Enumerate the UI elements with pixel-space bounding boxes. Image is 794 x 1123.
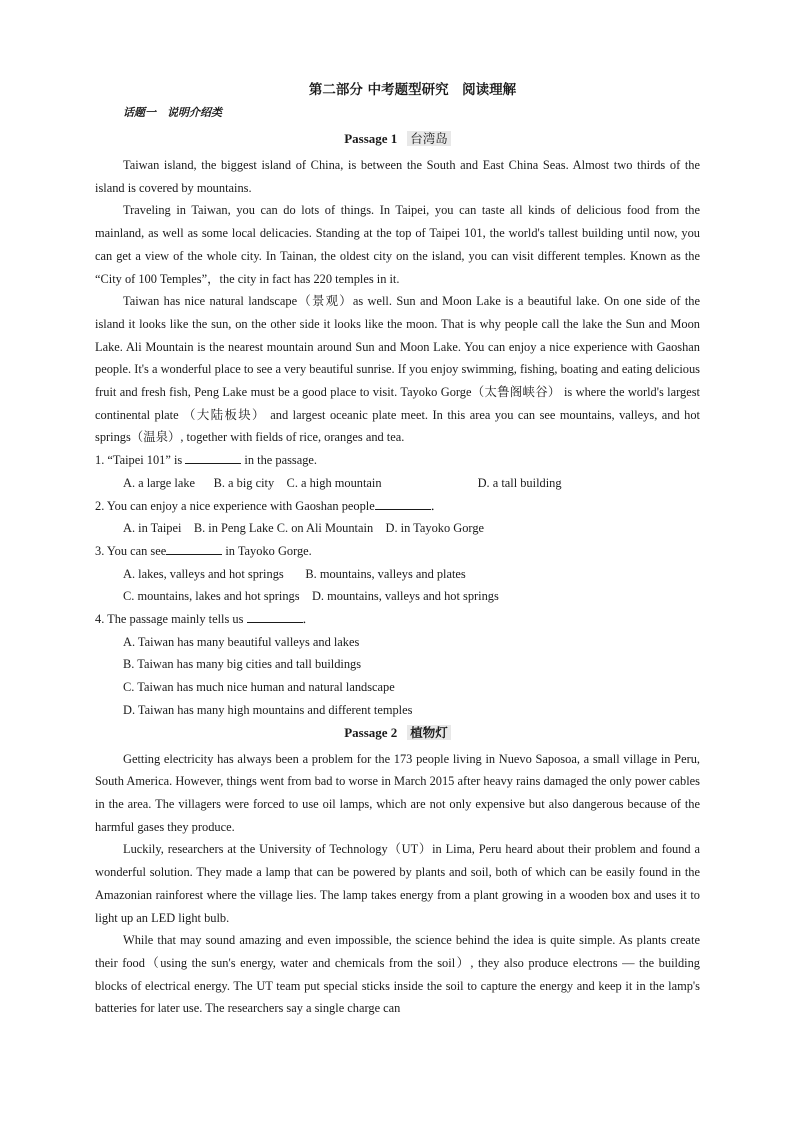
passage-1-paragraph: Traveling in Taiwan, you can do lots of things. In Taipei, you can taste all kinds of delicious food from the mainland, as well as some local delicacies. Standing at the top of Taipei 101, the world's tallest building until now, you can get a view of the whole city. In Tainan, the oldest city on the island, you can visit different temples. Known as the “City of 100 Temples”，the city in fact has 220 temples in it. — [95, 203, 700, 286]
question-stem — [95, 449, 700, 472]
question-stem-text: ． — [302, 612, 315, 627]
question-options: A. a large lake B. a big city C. a high mountain D. a tall building — [123, 475, 562, 490]
passage-1-heading — [95, 128, 700, 150]
answer-blank — [185, 451, 241, 464]
question-option: D. Taiwan has many high mountains and different temples — [123, 702, 413, 717]
question-stem-text: 1. “Taipei 101” is — [95, 453, 186, 468]
question-stem — [95, 608, 700, 631]
question-stem-text: 3. You can see — [95, 543, 167, 558]
question-option: C. Taiwan has much nice human and natural landscape — [123, 680, 395, 695]
question-stem — [95, 495, 700, 518]
page-title: 第二部分 中考题型研究 阅读理解 — [308, 82, 517, 98]
passage-2-label: Passage 2 — [344, 724, 398, 740]
passage-2-heading — [95, 722, 700, 744]
question-option: A. Taiwan has many beautiful valleys and lakes — [123, 634, 360, 649]
question-option: B. Taiwan has many big cities and tall buildings — [123, 657, 362, 672]
passage-1-label: Passage 1 — [344, 131, 398, 146]
question-2 — [95, 495, 700, 540]
question-options: C. mountains, lakes and hot springs D. mountains, valleys and hot springs — [123, 589, 499, 604]
question-options: A. in Taipei B. in Peng Lake C. on Ali Mountain D. in Tayoko Gorge — [123, 521, 485, 536]
passage-2-paragraph: Getting electricity has always been a problem for the 173 people living in Nuevo Saposoa, a small village in Peru, South America. However, things went from bad to worse in March 2015 after heavy rains damaged the only power cables in the area. The villagers were forced to use oil lamps, which are not only expensive but also dangerous because of the harmful gases they produce. — [95, 751, 700, 834]
document-page — [95, 78, 700, 1020]
passage-2-paragraph: While that may sound amazing and even impossible, the science behind the idea is quite simple. As plants create their food（using the sun's energy, water and chemicals from the soil）, they also produce electrons — the building blocks of electrical energy. The UT team put special sticks inside the soil to capture the energy and keep it in the lamp's batteries for later use. The researchers say a single charge can — [95, 933, 700, 1016]
answer-blank — [166, 542, 222, 555]
question-stem-text: 4. The passage mainly tells us — [95, 612, 247, 627]
question-stem — [95, 540, 700, 563]
question-stem-text: ． — [430, 498, 444, 513]
question-4 — [95, 608, 700, 722]
passage-2-tag: 植物灯 — [407, 725, 451, 740]
passage-1-paragraph: Taiwan has nice natural landscape（景观）as well. Sun and Moon Lake is a beautiful lake. On one side of the island it looks like the sun, on the other side it looks like the moon. That is why people call the lake the Sun and Moon Lake. Ali Mountain is the nearest mountain around Sun and Moon Lake. You can enjoy a nice experience with Gaoshan people. It's a wonderful place to see a very beautiful sunrise. If you enjoy swimming, fishing, boating and eating delicious fruit and fresh fish, Peng Lake must be a good place to visit. Tayoko Gorge（太鲁阁峡谷） is where the world's largest continental plate （大陆板块） and largest oceanic plate meet. In this area you can see mountains, valleys, and hot springs（温泉）, together with fields of rice, oranges and tea. — [95, 294, 700, 445]
question-stem-text: in Tayoko Gorge. — [222, 543, 312, 558]
answer-blank — [375, 497, 431, 510]
question-stem-text: in the passage. — [241, 453, 318, 468]
question-stem-text: 2. You can enjoy a nice experience with Gaoshan people — [95, 498, 375, 513]
question-1 — [95, 449, 700, 494]
question-3 — [95, 540, 700, 608]
passage-1-paragraph: Taiwan island, the biggest island of China, is between the South and East China Seas. Almost two thirds of the island is covered by mountains. — [95, 158, 700, 195]
passage-1-tag: 台湾岛 — [407, 131, 451, 146]
answer-blank — [247, 610, 303, 623]
passage-2-paragraph: Luckily, researchers at the University of Technology（UT）in Lima, Peru heard about their problem and found a wonderful solution. They made a lamp that can be powered by plants and soil, both of which can be easily found in the Amazonian rainforest where the village lies. The lamp takes energy from a plant growing in a wooden box and uses it to light up an LED light bulb. — [95, 842, 700, 925]
topic-heading: 话题一 说明介绍类 — [123, 106, 222, 119]
question-options: A. lakes, valleys and hot springs B. mountains, valleys and plates — [123, 566, 466, 581]
